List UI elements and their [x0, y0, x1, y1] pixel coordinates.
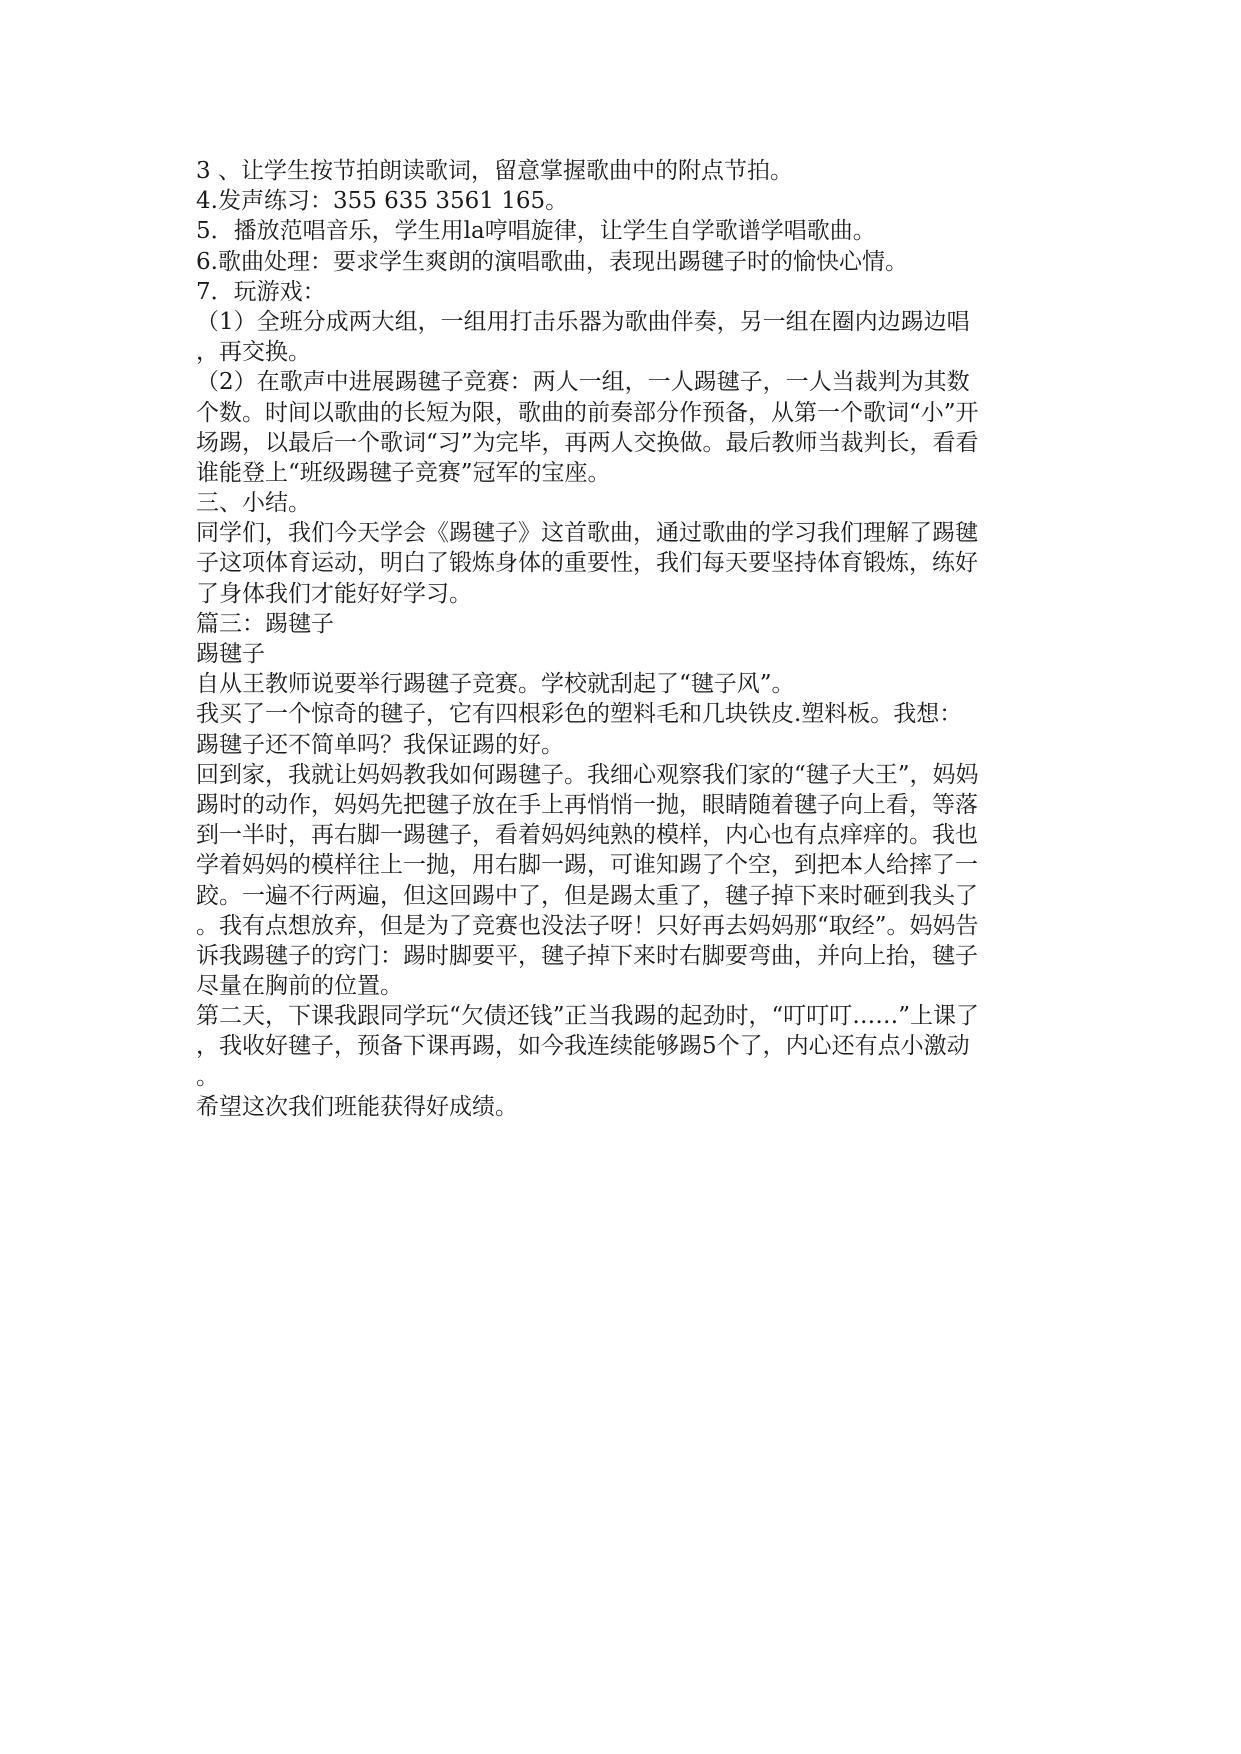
- text-line: 自从王教师说要举行踢毽子竞赛。学校就刮起了“毽子风”。: [196, 671, 795, 698]
- text-line: 4.发声练习：355 635 3561 165。: [196, 188, 569, 215]
- essay-title: 踢毽子: [196, 641, 265, 667]
- text-line: 7．玩游戏：: [196, 278, 326, 305]
- text-line: 。: [196, 1063, 219, 1090]
- text-line: 个数。时间以歌曲的长短为限，歌曲的前奏部分作预备，从第一个歌词“小”开: [196, 399, 979, 426]
- text-line: 子这项体育运动，明白了锻炼身体的重要性，我们每天要坚持体育锻炼，练好: [196, 550, 978, 577]
- text-line: 了身体我们才能好好学习。: [196, 580, 472, 607]
- text-line: 踢时的动作，妈妈先把毽子放在手上再悄悄一抛，眼睛随着毽子向上看，等落: [196, 791, 978, 818]
- text-line: 踢毽子还不简单吗？我保证踢的好。: [196, 731, 564, 758]
- text-line: 希望这次我们班能获得好成绩。: [196, 1093, 518, 1120]
- text-line: ，再交换。: [196, 339, 311, 366]
- text-line: 第二天，下课我跟同学玩“欠债还钱”正当我踢的起劲时，“叮叮叮……”上课了: [196, 1003, 980, 1030]
- document-page: [196, 156, 1052, 1122]
- text-line: 诉我踢毽子的窍门：踢时脚要平，毽子掉下来时右脚要弯曲，并向上抬，毽子: [196, 942, 978, 969]
- text-line: 场踢，以最后一个歌词“习”为完毕，再两人交换做。最后教师当裁判长，看看: [196, 429, 979, 456]
- text-line: 。我有点想放弃，但是为了竞赛也没法子呀！只好再去妈妈那“取经”。妈妈告: [196, 912, 979, 939]
- text-line: 跤。一遍不行两遍，但这回踢中了，但是踢太重了，毽子掉下来时砸到我头了: [196, 882, 978, 909]
- text-line: 3 、让学生按节拍朗读歌词，留意掌握歌曲中的附点节拍。: [196, 158, 793, 184]
- section-heading: 篇三：踢毽子: [196, 610, 334, 637]
- text-line: （2）在歌声中进展踢毽子竞赛：两人一组，一人踢毽子，一人当裁判为其数: [196, 369, 970, 396]
- text-line: 谁能登上“班级踢毽子竞赛”冠军的宝座。: [196, 459, 611, 486]
- text-line: ，我收好毽子，预备下课再踢，如今我连续能够踢5个了，内心还有点小激动: [196, 1033, 970, 1060]
- text-line: 到一半时，再右脚一踢毽子，看着妈妈纯熟的模样，内心也有点痒痒的。我也: [196, 822, 978, 849]
- text-line: （1）全班分成两大组，一组用打击乐器为歌曲伴奏，另一组在圈内边踢边唱: [196, 308, 970, 335]
- text-line: 回到家，我就让妈妈教我如何踢毽子。我细心观察我们家的“毽子大王”，妈妈: [196, 761, 979, 788]
- text-line: 我买了一个惊奇的毽子，它有四根彩色的塑料毛和几块铁皮.塑料板。我想：: [196, 701, 963, 728]
- text-line: 同学们，我们今天学会《踢毽子》这首歌曲，通过歌曲的学习我们理解了踢毽: [196, 520, 978, 547]
- text-line: 学着妈妈的模样往上一抛，用右脚一踢，可谁知踢了个空，到把本人给摔了一: [196, 852, 978, 879]
- text-line: 6.歌曲处理：要求学生爽朗的演唱歌曲，表现出踢毽子时的愉快心情。: [196, 248, 908, 275]
- section-heading: 三、小结。: [196, 490, 311, 517]
- text-line: 5．播放范唱音乐，学生用la哼唱旋律，让学生自学歌谱学唱歌曲。: [196, 218, 876, 245]
- text-line: 尽量在胸前的位置。: [196, 973, 403, 1000]
